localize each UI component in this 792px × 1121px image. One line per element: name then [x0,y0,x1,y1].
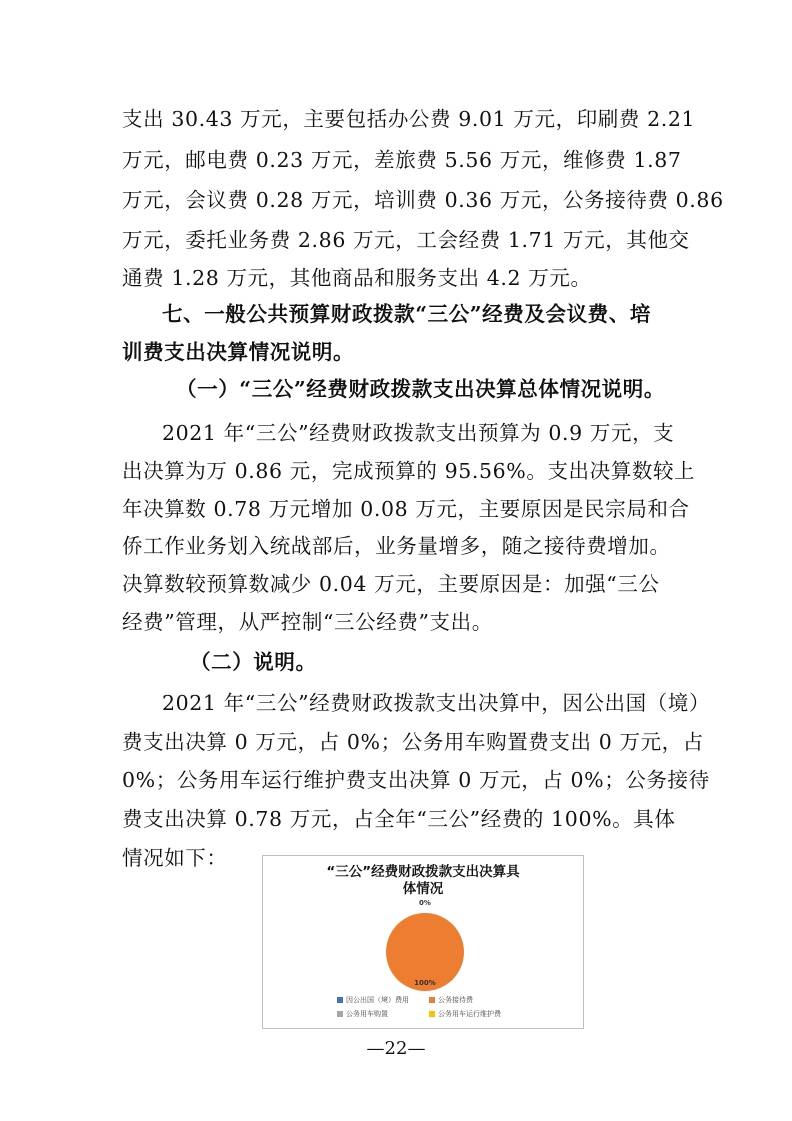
text-line: 0%；公务用车运行维护费支出决算 0 万元，占 0%；公务接待 [122,768,710,792]
text-line: 经费”管理，从严控制“三公经费”支出。 [122,610,493,634]
text-line: 年决算数 0.78 万元增加 0.08 万元，主要原因是民宗局和合 [122,497,690,521]
text-line: 万元，邮电费 0.23 万元，差旅费 5.56 万元，维修费 1.87 [122,148,682,172]
legend-swatch [337,997,343,1003]
chart-plot [263,856,583,1028]
data-label: 100% [414,979,436,987]
legend-item [429,995,473,1005]
pie-chart [262,855,584,1029]
legend-item [337,1009,388,1019]
legend-swatch [337,1011,343,1017]
text-line: 侨工作业务划入统战部后，业务量增多，随之接待费增加。 [122,534,671,558]
text-line: 决算数较预算数减少 0.04 万元，主要原因是：加强“三公 [122,572,660,596]
text-line: 2021 年“三公”经费财政拨款支出决算中，因公出国（境） [162,691,711,715]
chart-title-line: 体情况 [402,881,444,897]
legend-label: 公务接待费 [438,996,473,1004]
legend-swatch [429,1011,435,1017]
subsection-heading: （一）“三公”经费财政拨款支出决算总体情况说明。 [176,377,665,401]
text-line: 2021 年“三公”经费财政拨款支出预算为 0.9 万元，支 [162,421,675,445]
text-line: 支出 30.43 万元，主要包括办公费 9.01 万元，印刷费 2.21 [122,107,696,131]
text-line: 费支出决算 0 万元，占 0%；公务用车购置费支出 0 万元，占 [122,730,704,754]
text-line: 万元，委托业务费 2.86 万元，工会经费 1.71 万元，其他交 [122,228,690,252]
data-label: 0% [419,899,431,907]
legend-label: 公务用车运行维护费 [438,1010,501,1018]
legend-label: 因公出国（境）费用 [346,996,409,1004]
section-heading: 七、一般公共预算财政拨款“三公”经费及会议费、培 [162,302,651,326]
legend-label: 公务用车购置 [346,1010,388,1018]
text-line: 通费 1.28 万元，其他商品和服务支出 4.2 万元。 [122,266,592,290]
text-line: 出决算为万 0.86 元，完成预算的 95.56%。支出决算数较上 [122,459,696,483]
subsection-heading: （二）说明。 [190,650,317,674]
chart-title-line: “三公”经费财政拨款支出决算具 [326,864,520,880]
legend-item [429,1009,501,1019]
text-line: 万元，会议费 0.28 万元，培训费 0.36 万元，公务接待费 0.86 [122,188,724,212]
page-number: —22— [366,1038,426,1059]
section-heading: 训费支出决算情况说明。 [122,340,355,364]
legend-item [337,995,409,1005]
text-line: 情况如下： [122,846,228,870]
legend-swatch [429,997,435,1003]
text-line: 费支出决算 0.78 万元，占全年“三公”经费的 100%。具体 [122,807,676,831]
